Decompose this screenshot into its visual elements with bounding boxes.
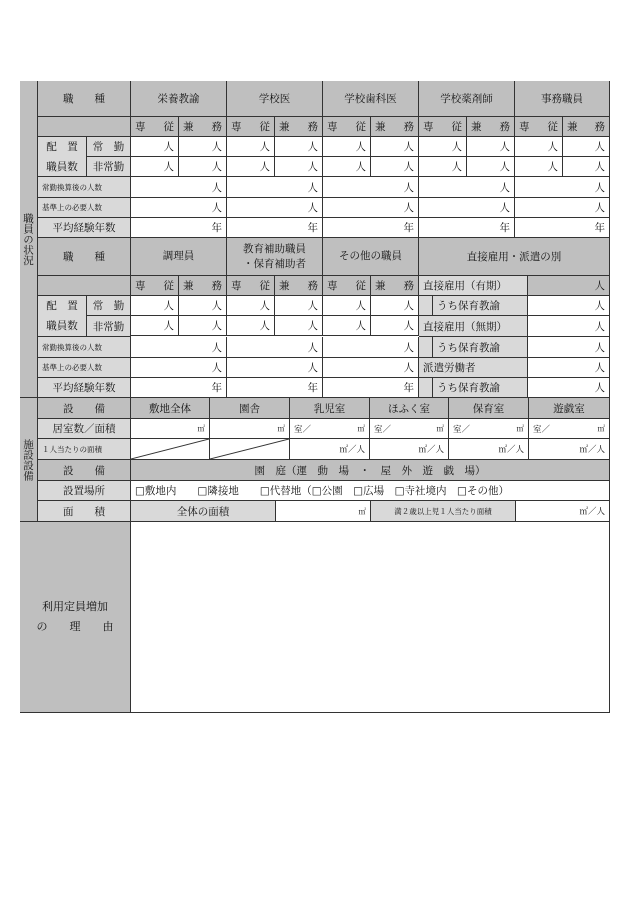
converted-count-input[interactable]: 人 [227,337,323,358]
facility-section-text: 施設設備 [22,438,34,481]
person-count-input[interactable]: 人 [131,296,179,316]
total-area-label: 全体の面積 [131,501,276,522]
diagonal-line [131,439,209,459]
person-count-input[interactable]: 人 [563,157,610,177]
avg-years-input[interactable]: 年 [131,378,227,398]
header-blank [38,117,131,137]
indent-spacer [419,378,433,398]
job-header: その他の職員 [323,238,419,276]
employment-row-label: 派遣労働者 [419,358,528,378]
garden-label: 園 庭（運 動 場 ・ 屋 外 遊 戯 場） [131,460,610,481]
person-count-input[interactable]: 人 [227,137,275,157]
area-label: 面 積 [38,501,131,522]
required-count-input[interactable]: 人 [131,358,227,378]
avg-years-input[interactable]: 年 [323,218,419,238]
converted-label: 常勤換算後の人数 [38,337,131,358]
diagonal-line [210,439,289,459]
job-type-label: 職 種 [38,81,131,117]
per-person-input[interactable]: ㎡／人 [449,439,529,460]
person-count-input[interactable]: 人 [275,316,323,336]
person-count-input[interactable]: 人 [323,157,371,177]
person-count-input[interactable]: 人 [371,137,419,157]
person-count-input[interactable]: 人 [131,157,179,177]
job-header: 学校医 [227,81,323,117]
person-count-input[interactable]: 人 [179,157,227,177]
fulltime-label: 常 勤 [87,296,131,316]
required-count-input[interactable]: 人 [515,198,610,218]
total-area-input[interactable]: ㎡ [276,501,371,522]
required-count-input[interactable]: 人 [227,358,323,378]
equipment-label: 設 備 [38,398,131,419]
person-count-input[interactable]: 人 [131,316,179,336]
person-count-input[interactable]: 人 [371,157,419,177]
facility-column-header: 保育室 [449,398,529,419]
person-count-input[interactable]: 人 [515,137,563,157]
avg-years-label: 平均経験年数 [38,378,131,398]
parttime-label: 非常勤 [87,157,131,177]
placement-label: 配 置 職員数 [38,137,87,177]
concurrent-header: 兼 務 [371,117,419,137]
person-count-input[interactable]: 人 [275,137,323,157]
dedicated-header: 専 従 [227,276,275,296]
location-label: 設置場所 [38,481,131,501]
concurrent-header: 兼 務 [179,117,227,137]
dedicated-header: 専 従 [323,117,371,137]
employment-count-input[interactable]: 人 [528,358,610,378]
parttime-label: 非常勤 [87,316,131,337]
required-count-input[interactable]: 人 [227,198,323,218]
dedicated-header: 専 従 [515,117,563,137]
per-person-input[interactable]: ㎡／人 [290,439,370,460]
facility-section-label [20,398,38,522]
required-label: 基準上の必要人数 [38,198,131,218]
job-header: 調理員 [131,238,227,276]
dedicated-header: 専 従 [227,117,275,137]
required-count-input[interactable]: 人 [131,198,227,218]
per-person-input[interactable]: ㎡／人 [529,439,610,460]
job-header: 学校歯科医 [323,81,419,117]
employment-header: 直接雇用・派遣の別 [419,238,610,276]
dedicated-header: 専 従 [419,117,467,137]
person-count-input[interactable]: 人 [467,157,515,177]
placement-label: 配 置 職員数 [38,296,87,337]
header-blank [38,276,131,296]
job-header: 学校薬剤師 [419,81,515,117]
area-input[interactable]: ㎡ [131,419,210,439]
concurrent-header: 兼 務 [275,117,323,137]
area-input[interactable]: ㎡ [210,419,290,439]
per-person-area-label: １人当たりの面積 [38,439,131,460]
room-area-input[interactable]: 室／ ㎡ [449,419,529,439]
dedicated-header: 専 従 [323,276,371,296]
per-child-input[interactable]: ㎡／人 [516,501,610,522]
reason-input[interactable] [131,522,610,713]
facility-column-header: 乳児室 [290,398,370,419]
staff-section-text: 職員の状況 [22,212,34,266]
person-count-input[interactable]: 人 [179,296,227,316]
facility-column-header: ほふく室 [370,398,449,419]
per-child-label: 満２歳以上児１人当たり面積 [371,501,516,522]
area-diagonal [210,439,290,460]
employment-row-label: うち保育教諭 [433,337,528,358]
person-count-input[interactable]: 人 [323,137,371,157]
person-count-input[interactable]: 人 [179,316,227,336]
converted-count-input[interactable]: 人 [227,177,323,198]
concurrent-header: 兼 務 [179,276,227,296]
fulltime-label: 常 勤 [87,137,131,157]
per-person-input[interactable]: ㎡／人 [370,439,449,460]
person-count-input[interactable]: 人 [419,157,467,177]
person-count-input[interactable]: 人 [323,296,371,316]
person-count-input[interactable]: 人 [179,137,227,157]
dedicated-header: 専 従 [131,276,179,296]
job-header: 事務職員 [515,81,610,117]
person-count-input[interactable]: 人 [467,137,515,157]
required-count-input[interactable]: 人 [323,198,419,218]
job-header: 教育補助職員 ・保育補助者 [227,238,323,276]
avg-years-input[interactable]: 年 [323,378,419,398]
converted-count-input[interactable]: 人 [419,177,515,198]
location-options[interactable]: □敷地内 □隣接地 □代替地（□公園 □広場 □寺社境内 □その他） [131,481,610,501]
avg-years-label: 平均経験年数 [38,218,131,238]
employment-row-label: 直接雇用（有期） [419,276,528,296]
dedicated-header: 専 従 [131,117,179,137]
employment-count-input[interactable]: 人 [528,337,610,358]
person-count-input[interactable]: 人 [563,137,610,157]
converted-count-input[interactable]: 人 [515,177,610,198]
concurrent-header: 兼 務 [467,117,515,137]
avg-years-input[interactable]: 年 [419,218,515,238]
person-count-input[interactable]: 人 [371,316,419,336]
area-diagonal [131,439,210,460]
converted-count-input[interactable]: 人 [131,337,227,358]
facility-column-header: 遊戯室 [529,398,610,419]
job-header: 栄養教諭 [131,81,227,117]
converted-count-input[interactable]: 人 [323,337,419,358]
converted-count-input[interactable]: 人 [323,177,419,198]
staff-section-label [20,81,38,398]
employment-row-label: うち保育教諭 [433,296,528,316]
rooms-area-label: 居室数／面積 [38,419,131,439]
person-count-input[interactable]: 人 [227,296,275,316]
facility-column-header: 園舎 [210,398,290,419]
person-count-input[interactable]: 人 [275,296,323,316]
avg-years-input[interactable]: 年 [227,218,323,238]
employment-count-input[interactable]: 人 [528,378,610,398]
required-count-input[interactable]: 人 [323,358,419,378]
employment-count-input[interactable]: 人 [528,316,610,337]
equipment-label: 設 備 [38,460,131,481]
job-type-label: 職 種 [38,238,131,276]
person-count-input[interactable]: 人 [227,316,275,336]
room-area-input[interactable]: 室／ ㎡ [370,419,449,439]
concurrent-header: 兼 務 [371,276,419,296]
person-count-input[interactable]: 人 [227,157,275,177]
converted-count-input[interactable]: 人 [131,177,227,198]
person-count-input[interactable]: 人 [275,157,323,177]
employment-row-label: うち保育教諭 [433,378,528,398]
person-count-input[interactable]: 人 [515,157,563,177]
reason-label: 利用定員増加 の 理 由 [20,522,131,713]
employment-count-input[interactable]: 人 [528,276,610,296]
room-area-input[interactable]: 室／ ㎡ [290,419,370,439]
avg-years-input[interactable]: 年 [227,378,323,398]
facility-column-header: 敷地全体 [131,398,210,419]
person-count-input[interactable]: 人 [371,296,419,316]
indent-spacer [419,337,433,358]
employment-row-label: 直接雇用（無期） [419,316,528,337]
employment-count-input[interactable]: 人 [528,296,610,316]
concurrent-header: 兼 務 [275,276,323,296]
required-count-input[interactable]: 人 [419,198,515,218]
person-count-input[interactable]: 人 [419,137,467,157]
person-count-input[interactable]: 人 [131,137,179,157]
concurrent-header: 兼 務 [563,117,610,137]
avg-years-input[interactable]: 年 [131,218,227,238]
converted-label: 常勤換算後の人数 [38,177,131,198]
person-count-input[interactable]: 人 [323,316,371,336]
room-area-input[interactable]: 室／ ㎡ [529,419,610,439]
avg-years-input[interactable]: 年 [515,218,610,238]
required-label: 基準上の必要人数 [38,358,131,378]
indent-spacer [419,296,433,316]
